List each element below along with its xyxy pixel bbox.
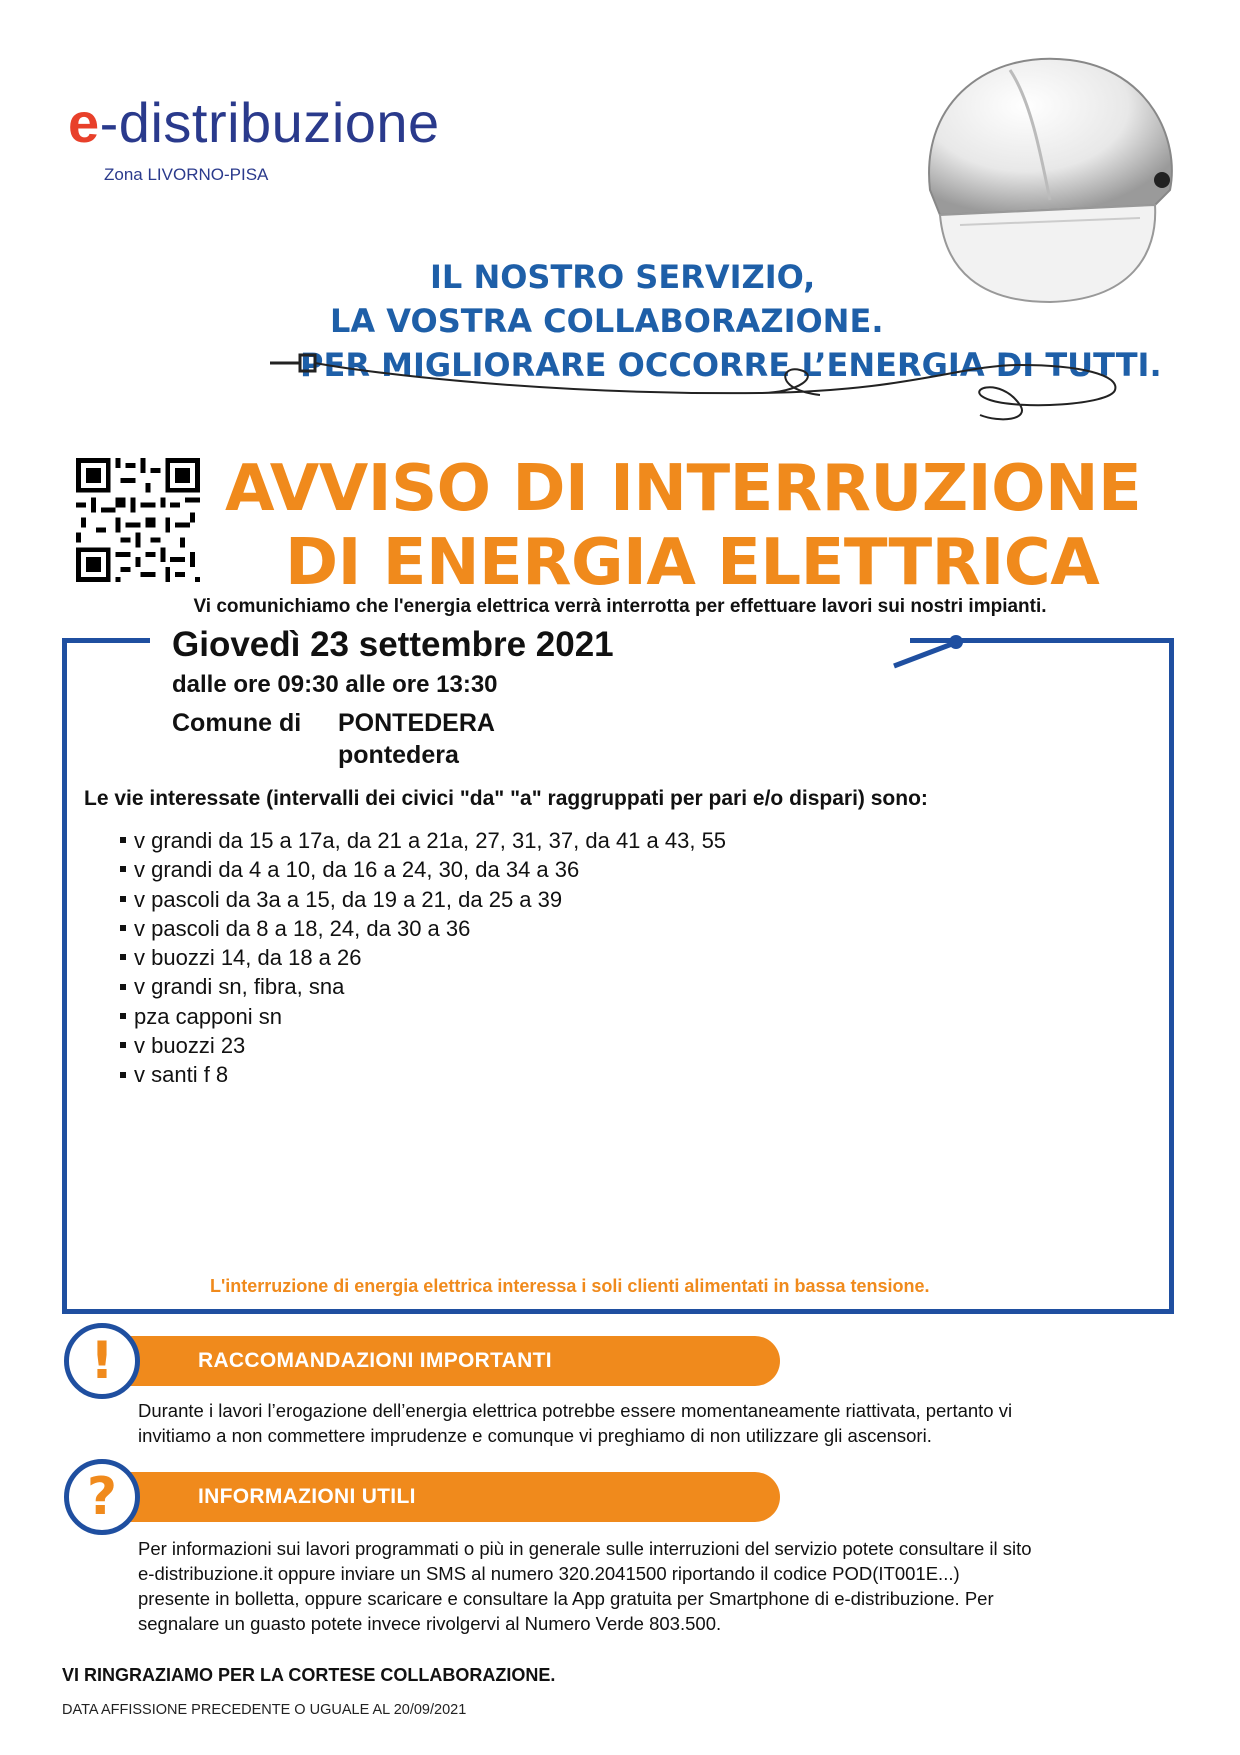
interruption-hours: dalle ore 09:30 alle ore 13:30: [172, 671, 498, 698]
street-text: v pascoli da 3a a 15, da 19 a 21, da 25 a 39: [134, 886, 563, 912]
meter-needle-icon: [880, 622, 970, 672]
streets-intro: Le vie interessate (intervalli dei civici "da" "a" raggruppati per pari e/o dispari) sono:: [84, 787, 928, 810]
recommendations-header: [100, 1336, 780, 1386]
recommendations-line: Durante i lavori l’erogazione dell’energia elettrica potrebbe essere momentaneamente riattivata, pertanto vi: [138, 1400, 1013, 1421]
list-item: [120, 972, 726, 1001]
question-icon: ?: [64, 1459, 140, 1535]
power-cord-icon: [260, 345, 1140, 425]
slogan-line: PER MIGLIORARE OCCORRE L’ENERGIA DI TUTTI.: [300, 346, 1162, 384]
qr-code-icon: [76, 458, 200, 582]
info-line: segnalare un guasto potete invece rivolgervi al Numero Verde 803.500.: [138, 1613, 722, 1634]
interruption-date: Giovedì 23 settembre 2021: [172, 625, 614, 664]
street-text: v buozzi 23: [134, 1033, 246, 1059]
comune-label: Comune di: [172, 709, 302, 737]
info-title: INFORMAZIONI UTILI: [198, 1485, 416, 1508]
list-item: [120, 885, 726, 914]
street-text: v grandi da 4 a 10, da 16 a 24, 30, da 34 a 36: [134, 857, 580, 883]
bullet-icon: [120, 1042, 126, 1048]
recommendations-text: [138, 1398, 1138, 1448]
street-text: v grandi sn, fibra, sna: [134, 974, 345, 1000]
low-voltage-note: L'interruzione di energia elettrica interessa i soli clienti alimentati in bassa tensione.: [210, 1276, 930, 1296]
info-line: Per informazioni sui lavori programmati o più in generale sulle interruzioni del servizio potete consultare il sito: [138, 1538, 1032, 1559]
logo-e: e: [68, 91, 100, 154]
bullet-icon: [120, 837, 126, 843]
recommendations-title: RACCOMANDAZIONI IMPORTANTI: [198, 1349, 552, 1372]
list-item: [120, 1060, 726, 1089]
street-text: v pascoli da 8 a 18, 24, da 30 a 36: [134, 915, 471, 941]
thanks-text: VI RINGRAZIAMO PER LA CORTESE COLLABORAZIONE.: [62, 1665, 556, 1685]
bullet-icon: [120, 1072, 126, 1078]
recommendations-line: invitiamo a non commettere imprudenze e comunque vi preghiamo di non utilizzare gli ascensori.: [138, 1425, 932, 1446]
street-text: pza capponi sn: [134, 1003, 282, 1029]
bullet-icon: [120, 954, 126, 960]
slogan-line: LA VOSTRA COLLABORAZIONE.: [330, 302, 884, 340]
exclamation-icon: !: [64, 1323, 140, 1399]
info-line: e-distribuzione.it oppure inviare un SMS al numero 320.2041500 riportando il codice POD(IT001E...): [138, 1563, 960, 1584]
localita-name: pontedera: [338, 741, 459, 769]
info-text: [138, 1536, 1138, 1636]
street-text: v grandi da 15 a 17a, da 21 a 21a, 27, 31, 37, da 41 a 43, 55: [134, 828, 727, 853]
streets-list: [120, 826, 726, 1090]
list-item: [120, 914, 726, 943]
bullet-icon: [120, 925, 126, 931]
street-text: v buozzi 14, da 18 a 26: [134, 945, 362, 971]
comune-name: PONTEDERA: [338, 709, 495, 737]
notice-title: [225, 452, 1141, 600]
logo-text: -distribuzione: [99, 91, 440, 154]
bullet-icon: [120, 984, 126, 990]
brand-logo: [68, 91, 440, 154]
bullet-icon: [120, 866, 126, 872]
info-line: presente in bolletta, oppure scaricare e consultare la App gratuita per Smartphone di e-distribuzione. Per: [138, 1588, 994, 1609]
list-item: [120, 855, 726, 884]
intro-text: Vi comunichiamo che l'energia elettrica verrà interrotta per effettuare lavori sui nostri impianti.: [193, 596, 1047, 617]
notice-title-line1: AVVISO DI INTERRUZIONE: [225, 452, 1142, 526]
list-item: [120, 1002, 726, 1031]
notice-title-line2: DI ENERGIA ELETTRICA: [285, 526, 1100, 600]
zone-label: Zona LIVORNO-PISA: [104, 165, 269, 184]
list-item: [120, 826, 726, 855]
posting-date: DATA AFFISSIONE PRECEDENTE O UGUALE AL 20/09/2021: [62, 1702, 467, 1718]
list-item: [120, 943, 726, 972]
street-text: v santi f 8: [134, 1062, 229, 1088]
slogan-line: IL NOSTRO SERVIZIO,: [430, 258, 816, 296]
bullet-icon: [120, 1013, 126, 1019]
info-header: [100, 1472, 780, 1522]
bullet-icon: [120, 896, 126, 902]
list-item: [120, 1031, 726, 1060]
